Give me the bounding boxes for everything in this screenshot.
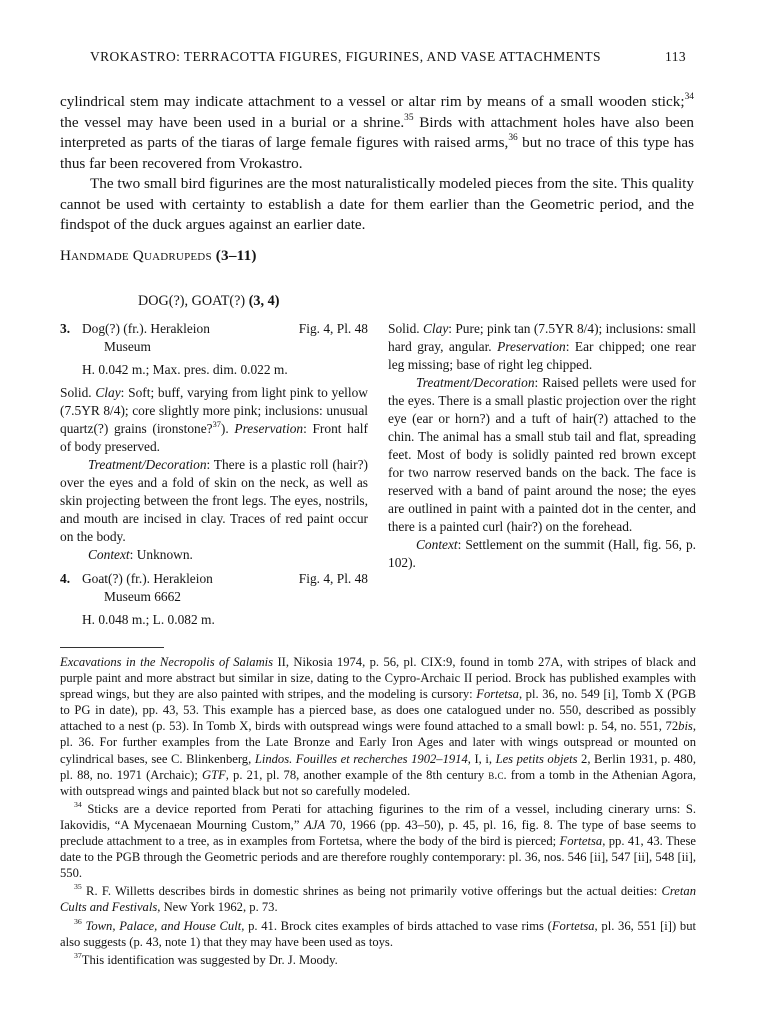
entry-number: 4. (60, 571, 71, 586)
text-span: , pp. 41, 43. These date to the PGB through the Geometric periods and are therefore roughly contemporary: pl. 36, nos. 546 [ii], 547 [ii], 548 [ii], 550. (60, 834, 696, 881)
entry-title-continued: Museum 6662 (104, 589, 181, 604)
text-span: : Settlement on the summit (Hall, fig. 56, p. 102). (388, 537, 696, 570)
label-context: Context (88, 547, 130, 562)
footnote-34 (60, 801, 696, 881)
footnote-number: 35 (74, 882, 82, 892)
context (60, 546, 368, 564)
text-span: Sticks are a device reported from Perati for attaching figurines to the rim of a vessel, including cinerary urns: S. Iakovidis, “A Mycenaean Mourning Custom,” (60, 801, 696, 832)
text-span: , I, i, (467, 751, 496, 766)
text-span: AJA (304, 817, 326, 832)
footnote-ref-35[interactable]: 35 (404, 112, 414, 123)
text-span: , p. 41. Brock cites examples of birds attached to vase rims ( (241, 918, 552, 933)
entry-number: 3. (60, 321, 71, 336)
paragraph (60, 92, 694, 174)
footnote-ref-34[interactable]: 34 (684, 92, 694, 102)
treatment (388, 374, 696, 536)
text-span: but no trace of this type has thus far been recovered from Vrokastro. (60, 134, 694, 172)
text-span: Fortetsa (559, 834, 603, 849)
text-span: , p. 21, pl. 78, another example of the 8th century (225, 767, 489, 782)
text-span: Fortetsa (476, 687, 519, 702)
label-preservation: Preservation (497, 339, 566, 354)
entry-title: Goat(?) (fr.). Herakleion (82, 571, 213, 586)
figure-reference: Fig. 4, Pl. 48 (298, 321, 368, 336)
text-span: : Front half of body preserved. (60, 421, 368, 454)
text-span: Les petits objets (495, 751, 578, 766)
text-span: : Pure; pink tan (7.5YR 8/4); inclusions: small hard gray, angular. (388, 321, 696, 354)
treatment (60, 456, 368, 546)
text-span: : Raised pellets were used for the eyes. There is a small plastic projection over the right eye (ear or horn?) and a tuft of hair(?) attached to the chin. The animal has a small stub tail and flat, spreading feet. Most of body is solidly painted red brown except for two narrow reserved bands on the back. The face is reserved with a band of paint around the nose; the eyes are outlined in paint with a painted dot in the center, and there is a painted curl (hair?) on the forehead. (388, 375, 696, 534)
right-column (388, 320, 696, 572)
catalog-entry-3-header (60, 320, 368, 356)
label-preservation: Preservation (234, 421, 304, 436)
section-range: (3–11) (215, 247, 257, 264)
label-context: Context (416, 537, 458, 552)
text-span: Fortetsa (551, 918, 595, 933)
text-span: II, Nikosia 1974, p. 56, pl. CIX:9, found in tomb 27A, with stripes of black and purple paint and more abstract but similar in size, dating to the Cypro-Archaic II period. Brock has published examples with spread wings, but they are also painted with stripes, and the modeling is cursory: (60, 655, 696, 702)
text-span: 70, 1966 (pp. 43–50), p. 45, pl. 16, fig. 8. The type of base seems to preclude attachment to a tree, as in examples from Fortetsa, where the body of the bird is pierced; (60, 817, 697, 849)
text-span: , pl. 36, no. 549 [i], Tomb X (PGB to PG in date), pp. 43, 53. This example has a pierced base, as does one catalogued under no. 550, described as possibly attached to a nest (p. 53). In Tomb X, birds with outspread wings were found attached to a small bowl: p. 54, no. 551, 72 (60, 687, 697, 734)
text-span: , New York 1962, p. 73. (157, 900, 278, 915)
figure-reference: Fig. 4, Pl. 48 (298, 571, 368, 586)
footnote-number: 37 (74, 950, 82, 960)
text-span: b.c. (488, 767, 507, 782)
text-span: R. F. Willetts describes birds in domestic shrines as being not primarily votive offerings but the actual deities: (81, 884, 662, 899)
text-span: Excavations in the Necropolis of Salamis (60, 655, 274, 669)
footnote-36 (60, 918, 696, 950)
footnote-35 (60, 883, 696, 915)
text-span: Town, Palace, and House Cult (81, 918, 242, 933)
text-span: bis (678, 719, 693, 734)
text-span: This identification was suggested by Dr. J. Moody. (81, 952, 338, 967)
catalog-entry-4-header (60, 570, 368, 606)
running-head-title: VROKASTRO: TERRACOTTA FIGURES, FIGURINES, AND VASE ATTACHMENTS (90, 49, 601, 64)
text-span: , pl. 36. For further examples from the Late Bronze and Early Iron Ages and later with wings outspread or mounted on cylindrical bases, see C. Blinkenberg, (60, 719, 696, 766)
label-clay: Clay (422, 321, 449, 336)
text-span: Lindos. Fouilles et recherches 1902–1914 (254, 751, 468, 766)
section-heading (60, 247, 257, 265)
text-span: cylindrical stem may indicate attachment to a vessel or altar rim by means of a small wooden stick; (60, 93, 685, 110)
subheading-numbers: (3, 4) (248, 293, 280, 309)
subheading-text: DOG(?), GOAT(?) (138, 293, 249, 309)
text-span: the vessel may have been used in a burial or a shrine. (60, 113, 405, 131)
footnote-number: 34 (74, 799, 82, 809)
text-span: , pl. 36, 551 [i]) but also suggests (p. 43, note 1) that they may have been used as toys. (60, 918, 696, 949)
text-span: 2, Berlin 1931, p. 480, pl. 88, no. 1971 (Archaic); (60, 751, 696, 782)
section-heading-text: Handmade Quadrupeds (60, 247, 212, 264)
description (60, 384, 368, 456)
description (388, 320, 696, 374)
left-column (60, 320, 368, 634)
footnotes (60, 654, 696, 970)
text-span: : Soft; buff, varying from light pink to yellow (7.5YR 8/4); core slightly more pink; inclusions: unusual quartz(?) grains (ironstone? (60, 385, 368, 436)
text-span: : Ear chipped; one rear leg missing; base of right leg chipped. (388, 339, 696, 372)
entry-title-continued: Museum (104, 339, 151, 354)
page-number: 113 (665, 49, 686, 64)
measurements: H. 0.048 m.; L. 0.082 m. (82, 612, 215, 627)
text-span: Birds with attachment holes have also been interpreted as parts of the tiaras of large female figures with raised arms, (60, 113, 694, 151)
subheading (138, 293, 279, 310)
context (388, 536, 696, 572)
measurements: H. 0.042 m.; Max. pres. dim. 0.022 m. (82, 362, 288, 377)
text-span: from a tomb in the Athenian Agora, with outspread wings and painted black but not so carefully modeled. (60, 767, 696, 798)
text-span: : Unknown. (129, 547, 193, 562)
body-text (60, 92, 694, 236)
paragraph: The two small bird figurines are the most naturalistically modeled pieces from the site. This quality cannot be used with certainty to establish a date for them earlier than the Geometric period, and the findspot of the duck argues against an earlier date. (60, 175, 694, 233)
text-span: ). (220, 421, 235, 436)
label-treatment: Treatment/Decoration (416, 375, 535, 390)
footnote-continued (60, 654, 696, 799)
footnote-37 (60, 952, 696, 968)
text-span: GTF (201, 767, 226, 782)
text-span: Solid. (60, 385, 96, 400)
running-head (90, 49, 686, 65)
footnote-divider (60, 647, 164, 648)
text-span: : There is a plastic roll (hair?) over the eyes and a fold of skin on the neck, as well as skin projecting between the front legs. The eyes, nostrils, and mouth are incised in clay. Traces of red paint occur on the body. (60, 457, 368, 544)
entry-title: Dog(?) (fr.). Herakleion (82, 321, 210, 336)
text-span: Cretan Cults and Festivals (60, 884, 696, 915)
footnote-ref-36[interactable]: 36 (508, 133, 518, 143)
footnote-ref-37[interactable]: 37 (212, 419, 221, 429)
footnote-number: 36 (74, 916, 82, 926)
text-span: Solid. (388, 321, 423, 336)
label-treatment: Treatment/Decoration (88, 457, 207, 472)
label-clay: Clay (95, 385, 121, 400)
